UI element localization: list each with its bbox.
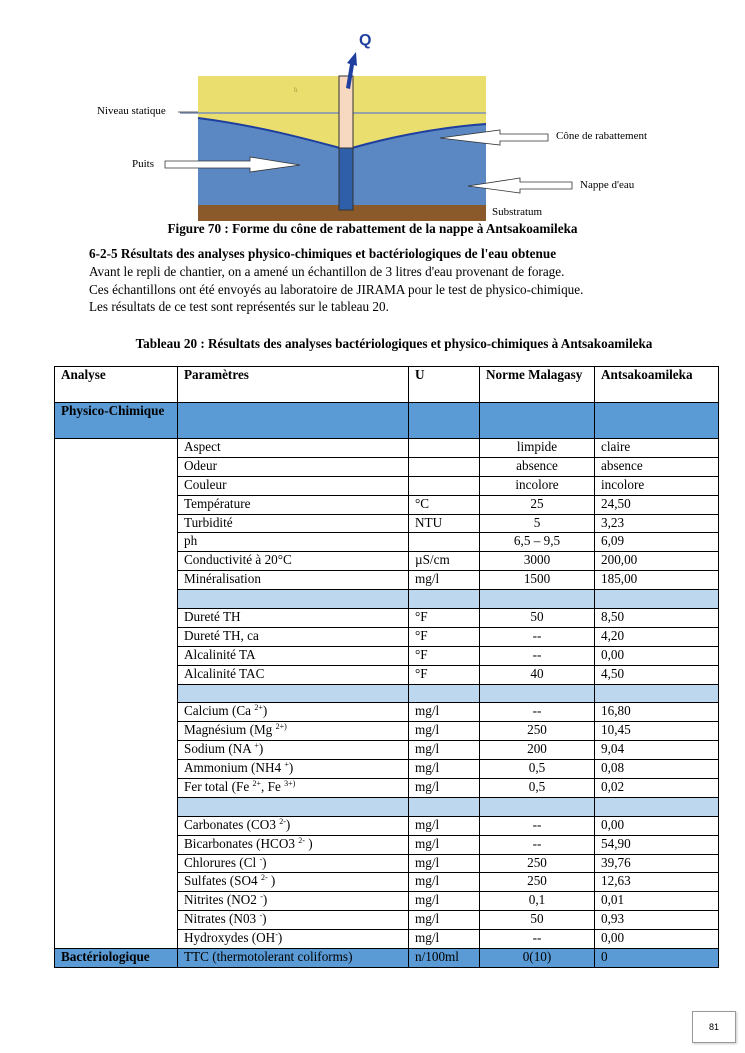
unit-cell: mg/l — [409, 703, 480, 722]
norme-cell: 0,1 — [480, 892, 595, 911]
param-cell: Ammonium (NH4 +) — [178, 760, 409, 779]
norme-cell: -- — [480, 703, 595, 722]
norme-cell: 5 — [480, 514, 595, 533]
results-table — [54, 366, 719, 968]
param-cell: Dureté TH, ca — [178, 627, 409, 646]
norme-cell: 0,5 — [480, 760, 595, 779]
param-superscript: 2+ — [252, 779, 262, 789]
param-cell: Fer total (Fe $^{2+}$, Fe $^{3+)}$ — [178, 779, 409, 798]
value-cell: 8,50 — [595, 609, 719, 628]
separator-cell — [595, 684, 719, 703]
category-empty-cell — [480, 403, 595, 439]
paragraph-line: Ces échantillons ont été envoyés au laboratoire de JIRAMA pour le test de physico-chimique. — [89, 281, 584, 297]
param-cell: Alcalinité TAC — [178, 665, 409, 684]
value-cell: 3,23 — [595, 514, 719, 533]
norme-cell: -- — [480, 627, 595, 646]
param-cell: Odeur — [178, 457, 409, 476]
norme-cell: 250 — [480, 873, 595, 892]
unit-cell — [409, 533, 480, 552]
unit-cell: °C — [409, 495, 480, 514]
norme-cell: 50 — [480, 911, 595, 930]
bacteriological-row — [55, 949, 719, 968]
substratum-label: Substratum — [492, 206, 543, 218]
value-cell: 185,00 — [595, 571, 719, 590]
separator-cell — [480, 684, 595, 703]
param-superscript: 3+) — [284, 779, 296, 789]
param-cell: Calcium (Ca $^{2+}$) — [178, 703, 409, 722]
norme-cell: 250 — [480, 722, 595, 741]
niveau-statique-label: Niveau statique — [97, 105, 166, 117]
puits-label: Puits — [132, 158, 155, 170]
param-superscript: - — [260, 892, 263, 902]
value-cell: 0,93 — [595, 911, 719, 930]
param-cell: Sulfates (SO4 $^{2-}$ ) — [178, 873, 409, 892]
value-cell: 4,50 — [595, 665, 719, 684]
header-analyse: Analyse — [55, 367, 178, 403]
param-cell: Minéralisation — [178, 571, 409, 590]
header-unit: U — [409, 367, 480, 403]
value-cell: claire — [595, 439, 719, 458]
separator-cell — [178, 684, 409, 703]
norme-cell: -- — [480, 930, 595, 949]
param-cell: ph — [178, 533, 409, 552]
page-number: 81 — [692, 1011, 736, 1043]
section-title: 6-2-5 Résultats des analyses physico-chimiques et bactériologiques de l'eau obtenue — [89, 246, 557, 261]
value-cell: 54,90 — [595, 835, 719, 854]
unit-cell: mg/l — [409, 741, 480, 760]
param-cell: Chlorures (Cl -) — [178, 854, 409, 873]
param-superscript: 2+ — [254, 703, 263, 713]
unit-cell: mg/l — [409, 835, 480, 854]
norme-cell: 40 — [480, 665, 595, 684]
table-row — [55, 439, 719, 458]
category-row-physico — [55, 403, 719, 439]
param-superscript: + — [254, 741, 259, 751]
norme-cell: absence — [480, 457, 595, 476]
param-cell: Température — [178, 495, 409, 514]
separator-cell — [480, 797, 595, 816]
unit-cell: mg/l — [409, 571, 480, 590]
param-cell: Alcalinité TA — [178, 646, 409, 665]
separator-cell — [178, 797, 409, 816]
param-cell: Magnésium (Mg $^{2+)}$ — [178, 722, 409, 741]
norme-cell: -- — [480, 816, 595, 835]
param-cell: Nitrates (N03 -) — [178, 911, 409, 930]
unit-cell: °F — [409, 665, 480, 684]
separator-cell — [178, 590, 409, 609]
param-superscript: 2+) — [275, 722, 287, 732]
value-cell: 4,20 — [595, 627, 719, 646]
unit-cell: °F — [409, 609, 480, 628]
unit-cell: mg/l — [409, 930, 480, 949]
norme-cell: 25 — [480, 495, 595, 514]
category-empty-cell — [595, 403, 719, 439]
value-cell: absence — [595, 457, 719, 476]
param-superscript: - — [259, 911, 263, 921]
unit-cell: mg/l — [409, 779, 480, 798]
param-superscript: 2- — [279, 816, 286, 826]
category-physico-chimique: Physico-Chimique — [55, 403, 178, 439]
value-cell: incolore — [595, 476, 719, 495]
norme-cell: -- — [480, 646, 595, 665]
value-cell: 9,04 — [595, 741, 719, 760]
separator-cell — [409, 797, 480, 816]
table-header-row — [55, 367, 719, 403]
value-cell: 16,80 — [595, 703, 719, 722]
unit-cell: °F — [409, 627, 480, 646]
unit-cell — [409, 439, 480, 458]
value-cell: 12,63 — [595, 873, 719, 892]
value-cell: 10,45 — [595, 722, 719, 741]
unit-cell — [409, 476, 480, 495]
unit-cell: °F — [409, 646, 480, 665]
norme-cell: 0,5 — [480, 779, 595, 798]
norme-cell: -- — [480, 835, 595, 854]
header-antsakoamileka: Antsakoamileka — [595, 367, 719, 403]
value-cell: 6,09 — [595, 533, 719, 552]
unit-cell: mg/l — [409, 760, 480, 779]
norme-cell: 0(10) — [480, 949, 595, 968]
q-label: Q — [359, 32, 372, 49]
param-cell: Aspect — [178, 439, 409, 458]
param-cell: Dureté TH — [178, 609, 409, 628]
param-cell: Hydroxydes (OH-) — [178, 930, 409, 949]
h-label: h — [294, 86, 298, 94]
unit-cell: mg/l — [409, 911, 480, 930]
paragraph-line: Avant le repli de chantier, on a amené un échantillon de 3 litres d'eau provenant de forage. — [89, 264, 565, 279]
norme-cell: incolore — [480, 476, 595, 495]
unit-cell: mg/l — [409, 854, 480, 873]
category-empty-cell — [178, 403, 409, 439]
param-cell: Couleur — [178, 476, 409, 495]
param-cell: Bicarbonates (HCO3 $^{2-}$ ) — [178, 835, 409, 854]
norme-cell: 1500 — [480, 571, 595, 590]
category-bacteriologique: Bactériologique — [55, 949, 178, 968]
param-superscript: 2- — [260, 873, 268, 883]
value-cell: 24,50 — [595, 495, 719, 514]
param-cell: Carbonates (CO3 $^{2-}$) — [178, 816, 409, 835]
header-norme: Norme Malagasy — [480, 367, 595, 403]
value-cell: 200,00 — [595, 552, 719, 571]
param-superscript: - — [259, 854, 263, 864]
separator-cell — [409, 684, 480, 703]
unit-cell: mg/l — [409, 892, 480, 911]
value-cell: 0 — [595, 949, 719, 968]
unit-cell: mg/l — [409, 816, 480, 835]
value-cell: 39,76 — [595, 854, 719, 873]
separator-cell — [480, 590, 595, 609]
unit-cell: µS/cm — [409, 552, 480, 571]
value-cell: 0,00 — [595, 930, 719, 949]
header-parametres: Paramètres — [178, 367, 409, 403]
norme-cell: 200 — [480, 741, 595, 760]
paragraph-line: Les résultats de ce test sont représentés sur le tableau 20. — [89, 299, 389, 315]
nappe-label: Nappe d'eau — [580, 179, 635, 191]
cone-label: Cône de rabattement — [556, 130, 648, 142]
param-superscript: 2- — [298, 835, 305, 845]
param-cell: TTC (thermotolerant coliforms) — [178, 949, 409, 968]
value-cell: 0,00 — [595, 816, 719, 835]
figure-caption: Figure 70 : Forme du cône de rabattement de la nappe à Antsakoamileka — [167, 221, 578, 236]
separator-cell — [595, 590, 719, 609]
separator-cell — [595, 797, 719, 816]
norme-cell: limpide — [480, 439, 595, 458]
drawdown-cone-figure — [0, 0, 745, 222]
table-caption: Tableau 20 : Résultats des analyses bactériologiques et physico-chimiques à Antsakoamileka — [135, 336, 653, 351]
param-cell: Nitrites (NO2 -) — [178, 892, 409, 911]
unit-cell: mg/l — [409, 873, 480, 892]
unit-cell: mg/l — [409, 722, 480, 741]
param-cell: Sodium (NA +) — [178, 741, 409, 760]
param-cell: Conductivité à 20°C — [178, 552, 409, 571]
value-cell: 0,00 — [595, 646, 719, 665]
separator-cell — [409, 590, 480, 609]
value-cell: 0,08 — [595, 760, 719, 779]
unit-cell: NTU — [409, 514, 480, 533]
analyse-group-cell — [55, 439, 178, 949]
param-superscript: + — [284, 760, 289, 770]
param-superscript: - — [275, 930, 278, 940]
paragraph — [89, 263, 689, 316]
unit-cell — [409, 457, 480, 476]
well-water — [339, 148, 353, 210]
unit-cell: n/100ml — [409, 949, 480, 968]
category-empty-cell — [409, 403, 480, 439]
norme-cell: 3000 — [480, 552, 595, 571]
norme-cell: 6,5 – 9,5 — [480, 533, 595, 552]
norme-cell: 50 — [480, 609, 595, 628]
value-cell: 0,01 — [595, 892, 719, 911]
norme-cell: 250 — [480, 854, 595, 873]
value-cell: 0,02 — [595, 779, 719, 798]
param-cell: Turbidité — [178, 514, 409, 533]
